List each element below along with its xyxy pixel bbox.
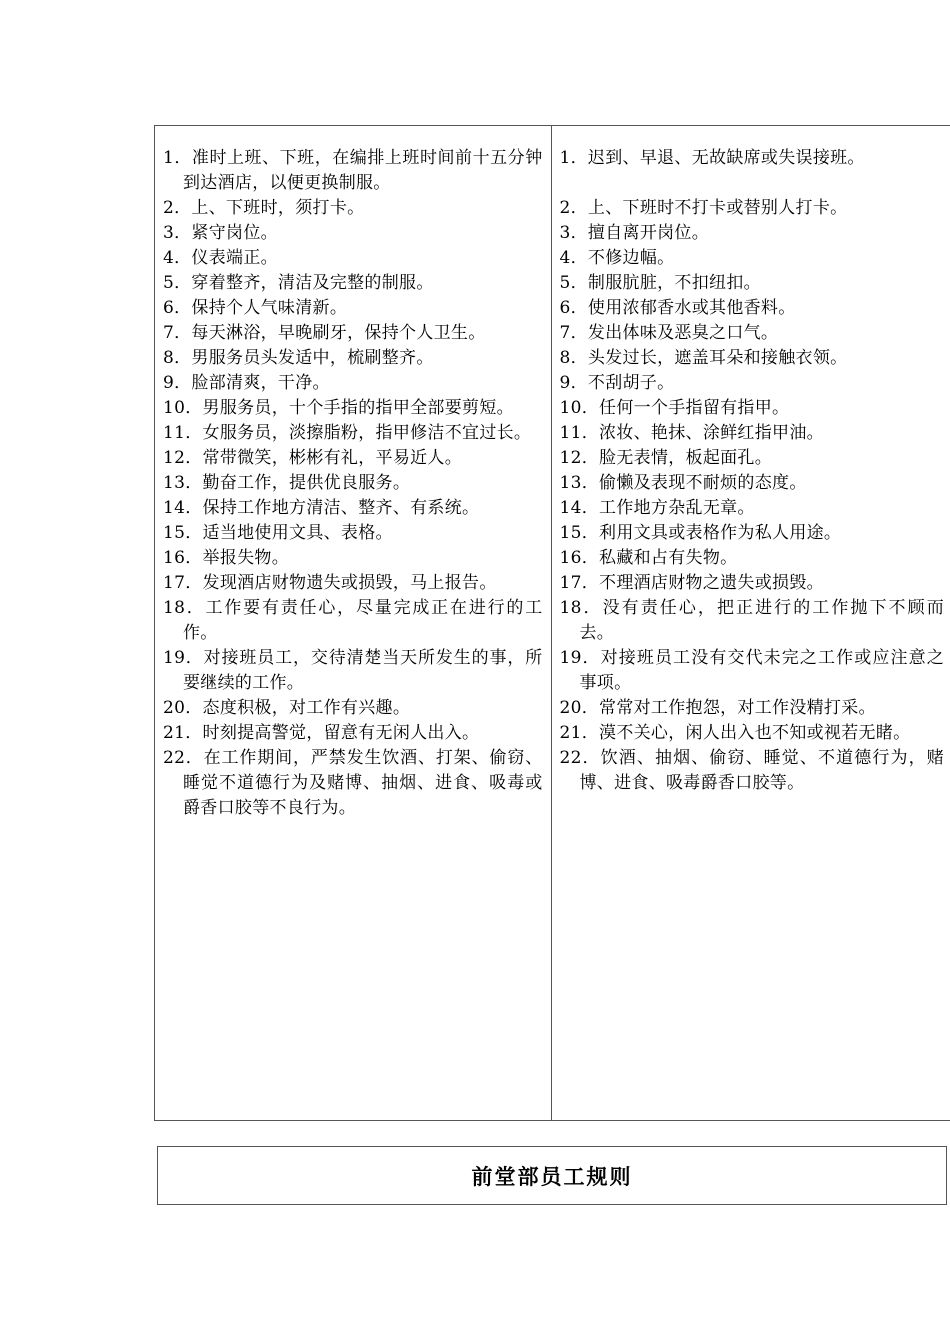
required-conduct-column [155, 126, 552, 1120]
rules-table [154, 125, 950, 1121]
list-item: 20．常常对工作抱怨，对工作没精打采。 [559, 698, 876, 718]
list-item: 14．工作地方杂乱无章。 [559, 498, 755, 518]
list-item: 16．私藏和占有失物。 [559, 548, 738, 568]
list-item: 16．举报失物。 [163, 548, 290, 568]
list-item: 3．擅自离开岗位。 [559, 223, 710, 243]
list-item: 11．浓妆、艳抹、涂鲜红指甲油。 [559, 423, 824, 443]
list-item: 22．在工作期间，严禁发生饮酒、打架、偷窃、睡觉不道德行为及赌博、抽烟、进食、吸毒或爵香口胶等不良行为。 [163, 748, 543, 818]
list-item: 2．上、下班时不打卡或替别人打卡。 [559, 198, 848, 218]
list-item: 9．不刮胡子。 [559, 373, 675, 393]
list-item: 17．发现酒店财物遗失或损毁，马上报告。 [163, 573, 497, 593]
list-item: 22．饮酒、抽烟、偷窃、睡觉、不道德行为，赌博、进食、吸毒爵香口胶等。 [559, 748, 944, 793]
list-item: 13．偷懒及表现不耐烦的态度。 [559, 473, 807, 493]
section-title: 前堂部员工规则 [471, 1163, 633, 1189]
list-item: 8．男服务员头发适中，梳刷整齐。 [163, 348, 434, 368]
list-item: 9．脸部清爽，干净。 [163, 373, 330, 393]
list-item: 12．常带微笑，彬彬有礼，平易近人。 [163, 448, 463, 468]
list-item: 10．任何一个手指留有指甲。 [559, 398, 790, 418]
list-item: 12．脸无表情，板起面孔。 [559, 448, 773, 468]
list-item: 2．上、下班时，须打卡。 [163, 198, 365, 218]
list-item: 1．迟到、早退、无故缺席或失误接班。 [559, 148, 865, 168]
list-item: 5．制服肮脏，不扣纽扣。 [559, 273, 761, 293]
list-item: 6．保持个人气味清新。 [163, 298, 348, 318]
list-item: 21．漠不关心，闲人出入也不知或视若无睹。 [559, 723, 911, 743]
list-item: 8．头发过长，遮盖耳朵和接触衣领。 [559, 348, 848, 368]
list-item: 19．对接班员工没有交代未完之工作或应注意之事项。 [559, 648, 944, 693]
section-title-box [157, 1146, 947, 1205]
list-item: 6．使用浓郁香水或其他香料。 [559, 298, 796, 318]
list-item: 20．态度积极，对工作有兴趣。 [163, 698, 411, 718]
list-item: 7．发出体味及恶臭之口气。 [559, 323, 779, 343]
required-conduct-list [163, 146, 543, 821]
prohibited-conduct-column [552, 126, 950, 1120]
list-item: 15．适当地使用文具、表格。 [163, 523, 393, 543]
list-item: 13．勤奋工作，提供优良服务。 [163, 473, 411, 493]
list-item: 4．仪表端正。 [163, 248, 278, 268]
list-item: 3．紧守岗位。 [163, 223, 278, 243]
list-item: 5．穿着整齐，清洁及完整的制服。 [163, 273, 434, 293]
list-item: 7．每天淋浴，早晚刷牙，保持个人卫生。 [163, 323, 486, 343]
list-item: 17．不理酒店财物之遗失或损毁。 [559, 573, 824, 593]
list-item: 1．准时上班、下班，在编排上班时间前十五分钟到达酒店，以便更换制服。 [163, 148, 543, 193]
list-item: 18．没有责任心，把正进行的工作抛下不顾而去。 [559, 598, 944, 643]
list-item: 4．不修边幅。 [559, 248, 675, 268]
list-item: 11．女服务员，淡擦脂粉，指甲修洁不宜过长。 [163, 423, 532, 443]
list-item: 18．工作要有责任心，尽量完成正在进行的工作。 [163, 598, 543, 643]
list-item: 14．保持工作地方清洁、整齐、有系统。 [163, 498, 480, 518]
list-item: 19．对接班员工，交待清楚当天所发生的事，所要继续的工作。 [163, 648, 543, 693]
list-item: 10．男服务员，十个手指的指甲全部要剪短。 [163, 398, 514, 418]
list-item: 15．利用文具或表格作为私人用途。 [559, 523, 842, 543]
list-item: 21．时刻提高警觉，留意有无闲人出入。 [163, 723, 480, 743]
prohibited-conduct-list [560, 146, 945, 796]
